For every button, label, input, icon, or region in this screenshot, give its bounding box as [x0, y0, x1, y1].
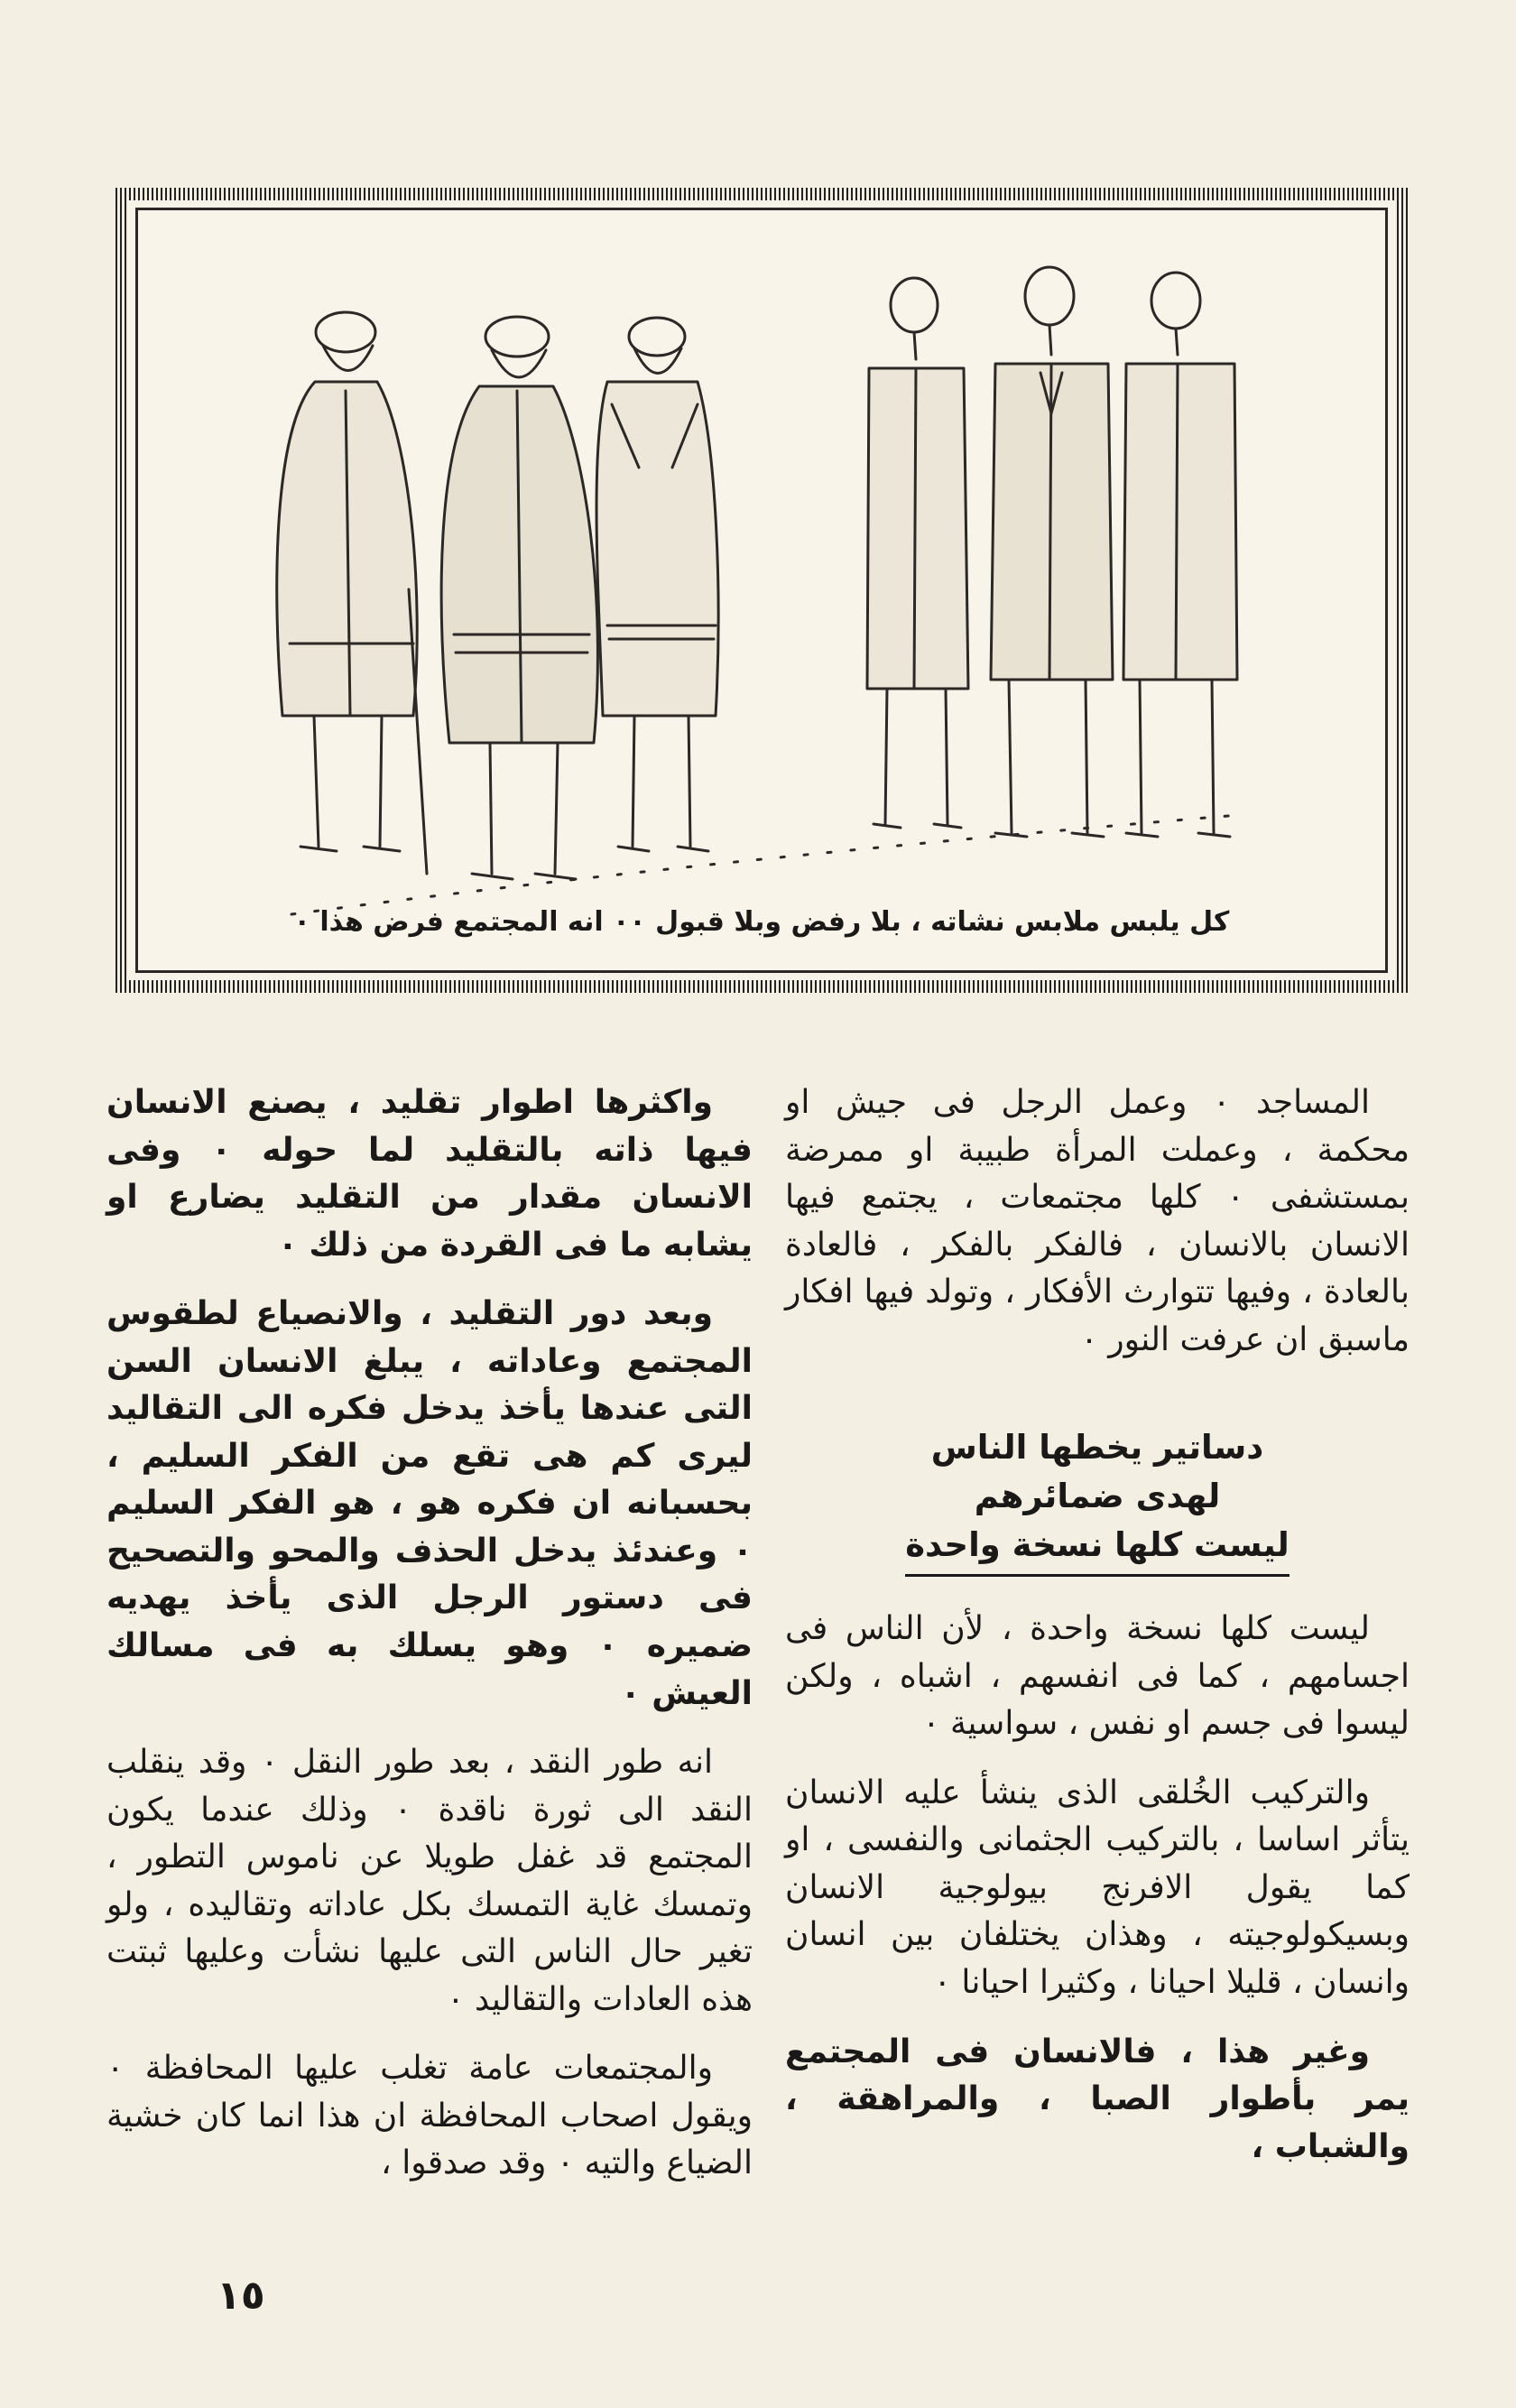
heading-line: دساتير يخطها الناس: [930, 1428, 1264, 1468]
suit-man-2: [991, 267, 1113, 837]
robed-man-1: [277, 312, 427, 874]
illustration-frame: [116, 188, 1408, 993]
robed-man-2: [441, 317, 597, 879]
cartoon-drawing: [138, 210, 1408, 993]
cartoon-illustration: [135, 208, 1388, 973]
body-paragraph: ليست كلها نسخة واحدة ، لأن الناس فى اجسامهم ، كما فى انفسهم ، اشباه ، ولكن ليسوا فى جسم او نفس ، سواسية ٠: [785, 1610, 1410, 1743]
illustration-caption: كل يلبس ملابس نشاته ، بلا رفض وبلا قبول ٠٠ انه المجتمع فرض هذا ٠: [293, 906, 1230, 938]
suit-man-1: [867, 278, 968, 828]
body-paragraph: انه طور النقد ، بعد طور النقل ٠ وقد ينقلب النقد الى ثورة ناقدة ٠ وذلك عندما يكون المجتمع قد غفل طويلا عن ناموس التطور ، وتمسك غاية التمسك بكل عاداته وتقاليده ، ولو تغير حال الناس التى عليها نشأت وعليها ثبتت هذه العادات والتقاليد ٠: [106, 1744, 753, 2018]
body-paragraph: والتركيب الخُلقى الذى ينشأ عليه الانسان يتأثر اساسا ، بالتركيب الجثمانى والنفسى ، او كما يقول الافرنج بيولوجية الانسان وبسيكولوجيته ، وهذان يختلفان بين انسان وانسان ، قليلا احيانا ، وكثيرا احيانا ٠: [785, 1774, 1410, 2002]
heading-line: لهدى ضمائرهم: [974, 1476, 1221, 1515]
section-heading: [785, 1423, 1410, 1577]
body-paragraph-bold: وبعد دور التقليد ، والانصياع لطقوس المجتمع وعاداته ، يبلغ الانسان السن التى عندها يأخذ يدخل فكره الى التقاليد ليرى كم هى تقع من الفكر السليم ، بحسبانه ان فكره هو ، هو الفكر السليم ٠ وعندئذ يدخل الحذف والمحو والتصحيح فى دستور الرجل الذى يأخذ يهديه ضميره ٠ وهو يسلك به فى مسالك العيش ٠: [106, 1295, 753, 1712]
page-number: ١٥: [217, 2273, 265, 2319]
body-paragraph: المساجد ٠ وعمل الرجل فى جيش او محكمة ، وعملت المرأة طبيبة او ممرضة بمستشفى ٠ كلها مجتمعات ، يجتمع فيها الانسان بالانسان ، فالفكر بالفكر ، فالعادة بالعادة ، وفيها تتوارث الأفكار ، وتولد فيها افكار ماسبق ان عرفت النور ٠: [785, 1084, 1410, 1358]
body-paragraph: والمجتمعات عامة تغلب عليها المحافظة ٠ ويقول اصحاب المحافظة ان هذا انما كان خشية الضياع والتيه ٠ وقد صدقوا ،: [106, 2050, 753, 2182]
heading-line: ليست كلها نسخة واحدة: [905, 1521, 1290, 1578]
right-column: [785, 1079, 1410, 2192]
body-paragraph-bold: واكثرها اطوار تقليد ، يصنع الانسان فيها ذاته بالتقليد لما حوله ٠ وفى الانسان مقدار من التقليد يضارع او يشابه ما فى القردة من ذلك ٠: [106, 1084, 753, 1264]
left-column: [106, 1079, 753, 2209]
suit-man-3: [1123, 273, 1237, 837]
robed-man-3: [596, 318, 718, 851]
body-paragraph-bold: وغير هذا ، فالانسان فى المجتمع يمر بأطوار الصبا ، والمراهقة ، والشباب ،: [785, 2033, 1410, 2165]
